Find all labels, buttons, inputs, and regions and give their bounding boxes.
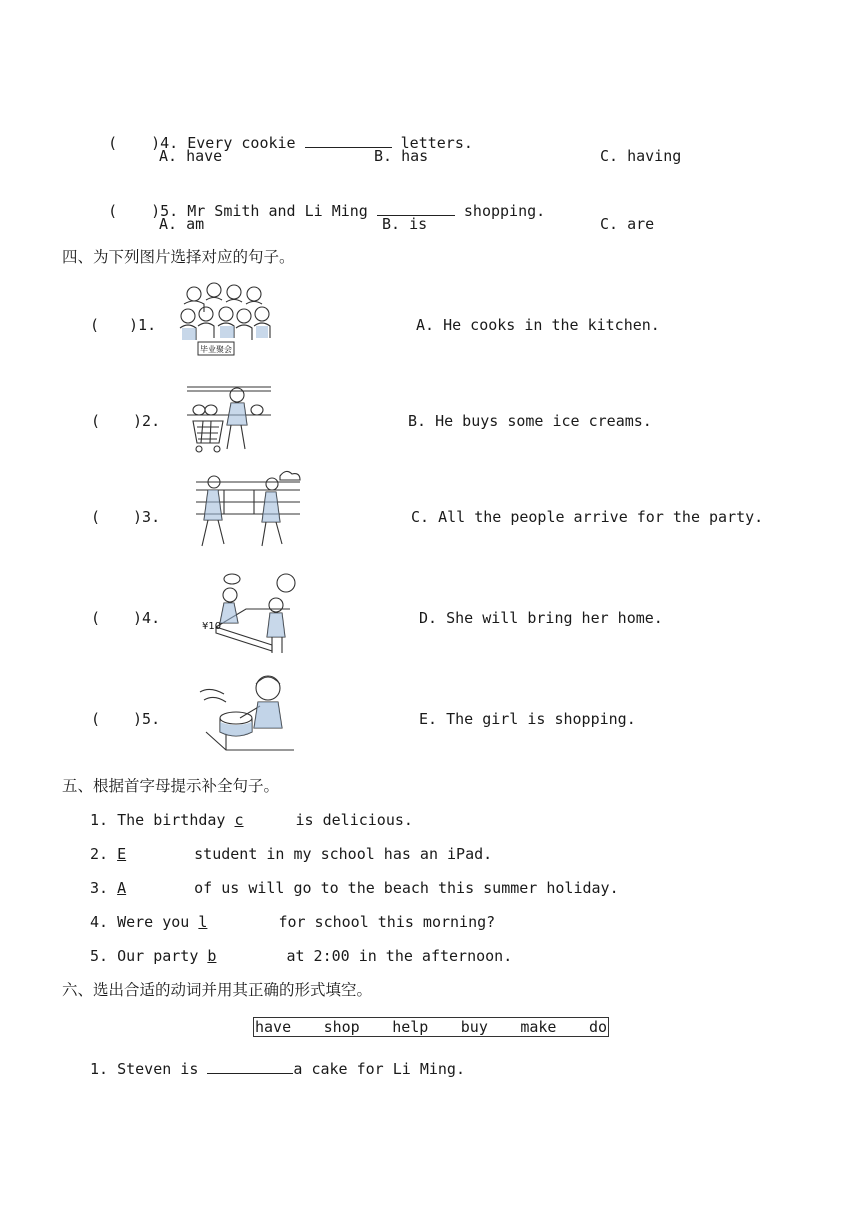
fill-item-3: 3. A of us will go to the beach this summer holiday.: [90, 879, 619, 897]
question-text-end: letters.: [400, 134, 473, 152]
section-4-heading: 四、为下列图片选择对应的句子。: [62, 248, 295, 266]
paren-open: (: [108, 134, 118, 152]
paren-open: (: [108, 202, 118, 220]
question-text-end: shopping.: [463, 202, 546, 220]
fill-item-1: 1. The birthday c is delicious.: [90, 811, 413, 829]
shop-counter-illustration: [196, 571, 300, 655]
fill-item-5: 5. Our party b at 2:00 in the afternoon.: [90, 947, 513, 965]
option-a[interactable]: A. have: [159, 147, 223, 165]
question-text: Mr Smith and Li Ming: [187, 202, 368, 220]
fill-item-4: 4. Were you l for school this morning?: [90, 913, 496, 931]
shopping-cart-illustration: [185, 381, 273, 457]
question-number: 5.: [160, 202, 179, 220]
word-bank-item: shop: [323, 1018, 360, 1036]
match-sentence-c: C. All the people arrive for the party.: [411, 508, 764, 526]
option-c[interactable]: C. having: [600, 147, 682, 165]
word-bank-item: make: [520, 1018, 557, 1036]
paren-close: ): [151, 202, 161, 220]
match-sentence-d: D. She will bring her home.: [419, 609, 663, 627]
match-item-3-label: ( )3.: [91, 508, 161, 526]
option-b[interactable]: B. has: [374, 147, 429, 165]
match-item-2-label: ( )2.: [91, 412, 161, 430]
fill-item-2: 2. E student in my school has an iPad.: [90, 845, 493, 863]
supermarket-illustration: [194, 468, 302, 550]
paren-close: ): [151, 134, 161, 152]
question-number: 4.: [160, 134, 179, 152]
answer-blank[interactable]: l: [198, 913, 208, 931]
option-b[interactable]: B. is: [382, 215, 428, 233]
word-bank-item: help: [392, 1018, 429, 1036]
word-bank-item: buy: [460, 1018, 488, 1036]
option-c[interactable]: C. are: [600, 215, 655, 233]
verb-fill-item-1: 1. Steven is a cake for Li Ming.: [90, 1060, 465, 1078]
option-a[interactable]: A. am: [159, 215, 205, 233]
answer-blank[interactable]: b: [207, 947, 217, 965]
word-bank: [253, 1017, 609, 1037]
section-5-heading: 五、根据首字母提示补全句子。: [62, 777, 280, 795]
match-item-4-label: ( )4.: [91, 609, 161, 627]
banner-text: 毕业聚会: [200, 345, 232, 354]
word-bank-item: do: [588, 1018, 607, 1036]
answer-blank[interactable]: E: [117, 845, 127, 863]
party-people-illustration: [176, 278, 274, 360]
question-text: Every cookie: [187, 134, 296, 152]
price-text: ¥10: [202, 621, 222, 632]
answer-blank[interactable]: c: [234, 811, 244, 829]
answer-blank[interactable]: A: [117, 879, 127, 897]
word-bank-item: have: [255, 1018, 292, 1036]
answer-blank[interactable]: [207, 1058, 293, 1074]
match-sentence-e: E. The girl is shopping.: [419, 710, 636, 728]
match-item-5-label: ( )5.: [91, 710, 161, 728]
match-sentence-b: B. He buys some ice creams.: [408, 412, 652, 430]
section-6-heading: 六、选出合适的动词并用其正确的形式填空。: [62, 981, 373, 999]
match-sentence-a: A. He cooks in the kitchen.: [416, 316, 660, 334]
cooking-illustration: [196, 672, 296, 752]
match-item-1-label: ( )1.: [90, 316, 157, 334]
